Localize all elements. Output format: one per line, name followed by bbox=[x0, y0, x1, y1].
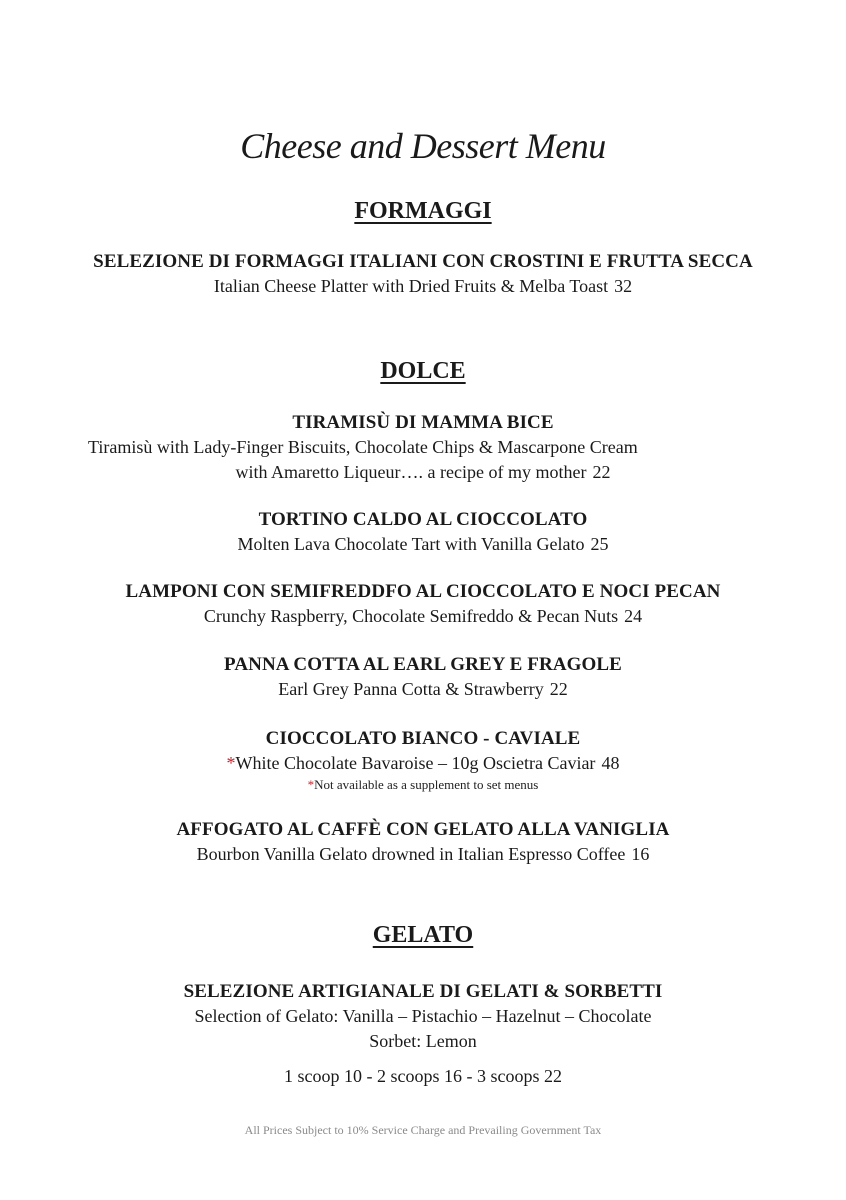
item-description-text: White Chocolate Bavaroise – 10g Oscietra Caviar bbox=[235, 753, 596, 773]
asterisk-mark: * bbox=[226, 753, 236, 773]
item-price: 22 bbox=[592, 462, 611, 482]
item-price: 25 bbox=[590, 534, 609, 554]
item-description bbox=[0, 842, 846, 867]
item-name: TIRAMISÙ DI MAMMA BICE bbox=[292, 412, 554, 433]
item-description-text: with Amaretto Liqueur…. a recipe of my mother bbox=[235, 462, 587, 482]
asterisk-mark: * bbox=[307, 777, 315, 792]
item-price: 16 bbox=[631, 844, 650, 864]
menu-item-panna-cotta bbox=[0, 653, 846, 702]
item-description bbox=[0, 751, 846, 776]
item-description-text: Italian Cheese Platter with Dried Fruits & Melba Toast bbox=[213, 276, 609, 296]
item-name: SELEZIONE DI FORMAGGI ITALIANI CON CROSTINI E FRUTTA SECCA bbox=[93, 251, 753, 272]
item-description-text: Earl Grey Panna Cotta & Strawberry bbox=[278, 679, 544, 699]
menu-title: Cheese and Dessert Menu bbox=[240, 126, 606, 166]
item-description-line1: Selection of Gelato: Vanilla – Pistachio – Hazelnut – Chocolate bbox=[194, 1006, 652, 1026]
item-description-text: Molten Lava Chocolate Tart with Vanilla Gelato bbox=[237, 534, 585, 554]
item-name: TORTINO CALDO AL CIOCCOLATO bbox=[258, 509, 588, 530]
menu-item-tiramisu bbox=[0, 411, 846, 485]
item-price: 22 bbox=[549, 679, 568, 699]
section-heading-gelato: GELATO bbox=[372, 922, 474, 948]
item-description bbox=[0, 677, 846, 702]
item-name: PANNA COTTA AL EARL GREY E FRAGOLE bbox=[224, 654, 622, 675]
item-description bbox=[0, 532, 846, 557]
item-description-line1: Tiramisù with Lady-Finger Biscuits, Chocolate Chips & Mascarpone Cream bbox=[88, 437, 638, 457]
footer-note: All Prices Subject to 10% Service Charge and Prevailing Government Tax bbox=[244, 1123, 602, 1137]
menu-item-cioccolato-caviale bbox=[0, 727, 846, 794]
item-prices: 1 scoop 10 - 2 scoops 16 - 3 scoops 22 bbox=[284, 1066, 562, 1086]
menu-item-gelato-selection bbox=[0, 980, 846, 1089]
item-description-line2 bbox=[0, 460, 846, 485]
item-price: 32 bbox=[614, 276, 633, 296]
section-heading-formaggi: FORMAGGI bbox=[354, 198, 492, 224]
item-name: CIOCCOLATO BIANCO - CAVIALE bbox=[265, 728, 581, 749]
menu-item-affogato bbox=[0, 818, 846, 867]
item-name: AFFOGATO AL CAFFÈ CON GELATO ALLA VANIGLIA bbox=[176, 819, 670, 840]
menu-item-cheese-platter bbox=[0, 250, 846, 299]
item-name: SELEZIONE ARTIGIANALE DI GELATI & SORBETTI bbox=[183, 981, 663, 1002]
menu-item-tortino bbox=[0, 508, 846, 557]
item-note-text: Not available as a supplement to set menus bbox=[314, 777, 539, 792]
menu-item-lamponi bbox=[0, 580, 846, 629]
item-description bbox=[0, 274, 846, 299]
section-heading-dolce: DOLCE bbox=[380, 358, 466, 384]
item-note bbox=[0, 776, 846, 794]
item-description bbox=[0, 604, 846, 629]
item-description-text: Bourbon Vanilla Gelato drowned in Italian Espresso Coffee bbox=[196, 844, 626, 864]
item-name: LAMPONI CON SEMIFREDDFO AL CIOCCOLATO E NOCI PECAN bbox=[125, 581, 721, 602]
item-price: 48 bbox=[601, 753, 620, 773]
item-description-line2: Sorbet: Lemon bbox=[369, 1031, 477, 1051]
item-description-text: Crunchy Raspberry, Chocolate Semifreddo & Pecan Nuts bbox=[203, 606, 619, 626]
item-price: 24 bbox=[624, 606, 643, 626]
